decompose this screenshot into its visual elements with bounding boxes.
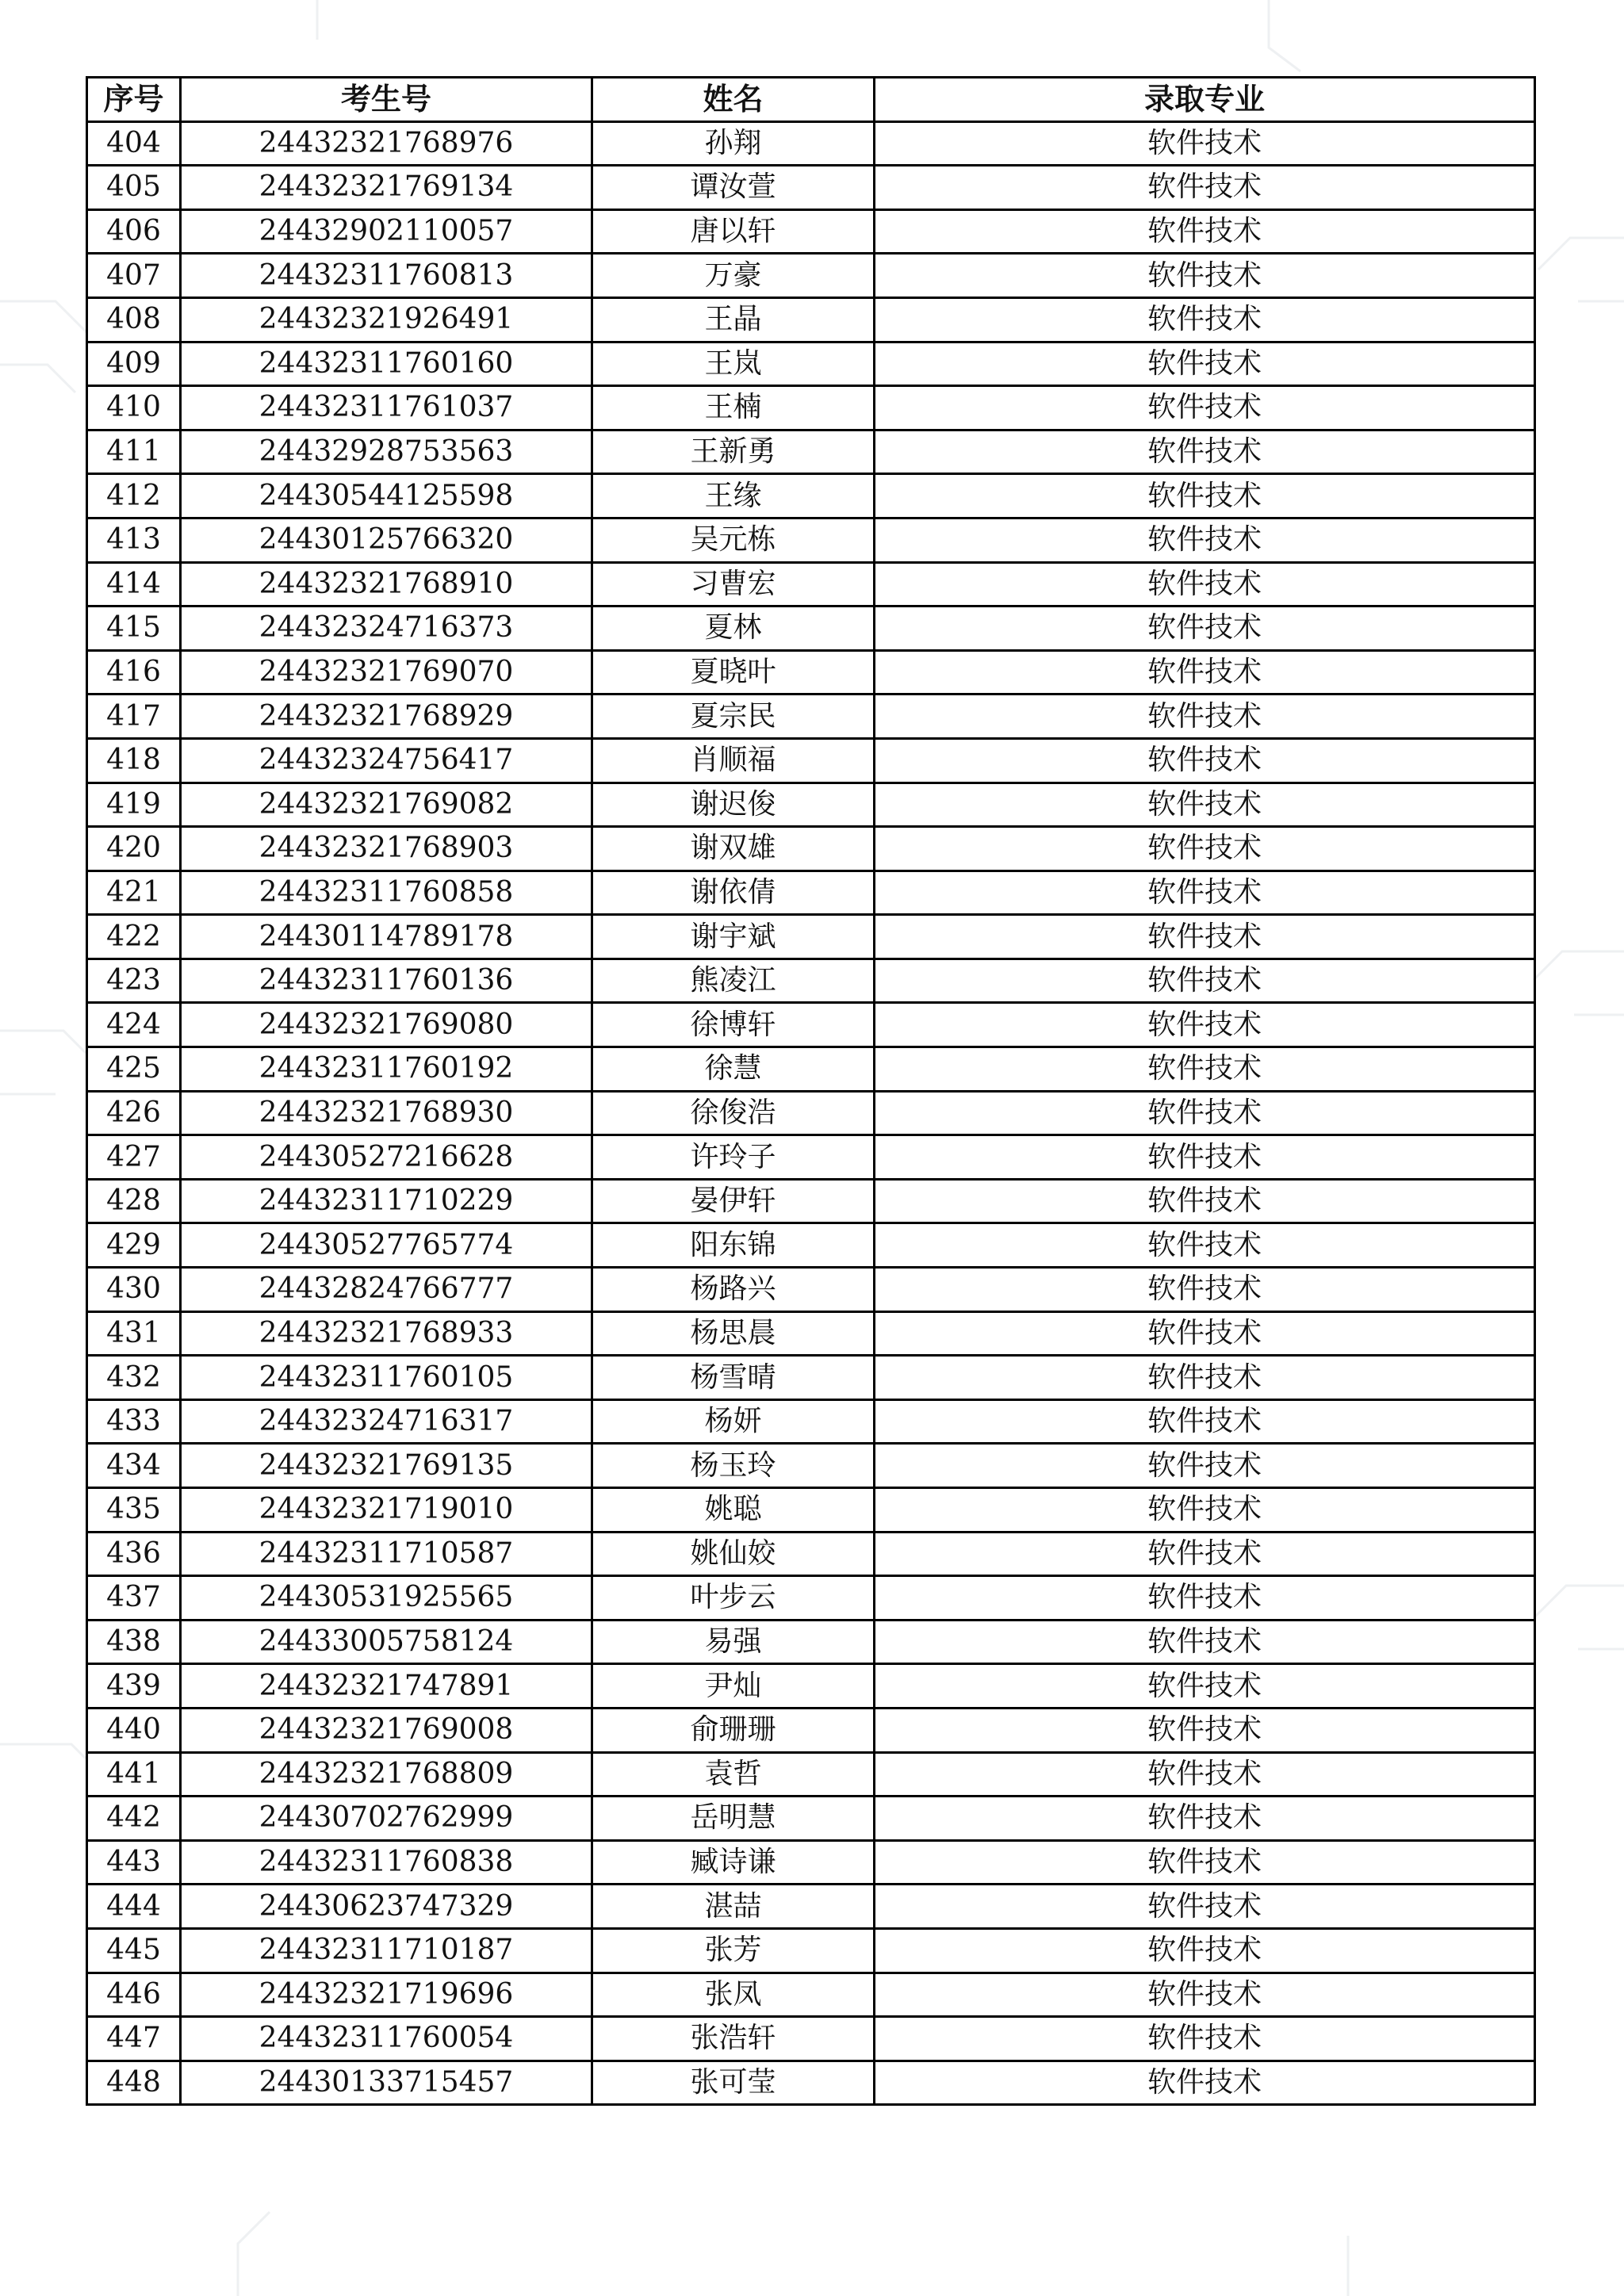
cell-index: 439 — [87, 1664, 181, 1709]
cell-major: 软件技术 — [875, 695, 1535, 739]
cell-major: 软件技术 — [875, 1488, 1535, 1533]
cell-major: 软件技术 — [875, 1223, 1535, 1268]
cell-major: 软件技术 — [875, 1003, 1535, 1047]
cell-exam-id: 24432321769008 — [181, 1708, 592, 1752]
cell-index: 440 — [87, 1708, 181, 1752]
cell-major: 软件技术 — [875, 738, 1535, 783]
cell-exam-id: 24432311760813 — [181, 254, 592, 298]
table-row — [87, 1135, 1535, 1180]
cell-exam-id: 24432324716317 — [181, 1399, 592, 1444]
cell-name: 唐以轩 — [592, 209, 875, 254]
cell-name: 张凤 — [592, 1973, 875, 2017]
cell-exam-id: 24432311760105 — [181, 1356, 592, 1400]
cell-exam-id: 24432311760136 — [181, 959, 592, 1003]
table-row — [87, 783, 1535, 827]
cell-major: 软件技术 — [875, 1047, 1535, 1092]
table-row — [87, 1885, 1535, 1929]
table-row — [87, 1223, 1535, 1268]
cell-index: 435 — [87, 1488, 181, 1533]
cell-exam-id: 24432321768976 — [181, 121, 592, 166]
cell-name: 孙翔 — [592, 121, 875, 166]
cell-major: 软件技术 — [875, 254, 1535, 298]
table-row — [87, 738, 1535, 783]
cell-exam-id: 24432902110057 — [181, 209, 592, 254]
table-header-row — [87, 78, 1535, 122]
cell-index: 448 — [87, 2061, 181, 2105]
cell-index: 443 — [87, 1840, 181, 1885]
cell-name: 吴元栋 — [592, 518, 875, 562]
cell-exam-id: 24432321719696 — [181, 1973, 592, 2017]
table-row — [87, 297, 1535, 342]
cell-major: 软件技术 — [875, 1708, 1535, 1752]
cell-name: 肖顺福 — [592, 738, 875, 783]
cell-name: 杨思晨 — [592, 1311, 875, 1356]
cell-major: 软件技术 — [875, 1444, 1535, 1488]
cell-name: 习曹宏 — [592, 562, 875, 607]
cell-major: 软件技术 — [875, 1356, 1535, 1400]
cell-name: 许玲子 — [592, 1135, 875, 1180]
table-row — [87, 1268, 1535, 1312]
cell-name: 晏伊轩 — [592, 1179, 875, 1223]
col-header-name: 姓名 — [592, 78, 875, 122]
cell-name: 杨妍 — [592, 1399, 875, 1444]
cell-name: 岳明慧 — [592, 1797, 875, 1841]
cell-index: 447 — [87, 2017, 181, 2061]
cell-index: 413 — [87, 518, 181, 562]
cell-major: 软件技术 — [875, 342, 1535, 386]
cell-exam-id: 24432324716373 — [181, 607, 592, 651]
table-row — [87, 518, 1535, 562]
cell-major: 软件技术 — [875, 1268, 1535, 1312]
cell-name: 徐俊浩 — [592, 1091, 875, 1135]
cell-exam-id: 24432928753563 — [181, 430, 592, 474]
cell-major: 软件技术 — [875, 607, 1535, 651]
table-row — [87, 1488, 1535, 1533]
cell-exam-id: 24430133715457 — [181, 2061, 592, 2105]
cell-exam-id: 24430531925565 — [181, 1576, 592, 1621]
table-row — [87, 1003, 1535, 1047]
table-row — [87, 254, 1535, 298]
cell-major: 软件技术 — [875, 1840, 1535, 1885]
cell-name: 谭汝萱 — [592, 166, 875, 210]
cell-exam-id: 24432311760054 — [181, 2017, 592, 2061]
cell-index: 418 — [87, 738, 181, 783]
cell-name: 王晶 — [592, 297, 875, 342]
cell-index: 431 — [87, 1311, 181, 1356]
cell-major: 软件技术 — [875, 474, 1535, 519]
cell-index: 446 — [87, 1973, 181, 2017]
cell-index: 429 — [87, 1223, 181, 1268]
cell-name: 夏林 — [592, 607, 875, 651]
cell-index: 442 — [87, 1797, 181, 1841]
cell-major: 软件技术 — [875, 1135, 1535, 1180]
cell-name: 张芳 — [592, 1928, 875, 1973]
table-row — [87, 1664, 1535, 1709]
table-row — [87, 1576, 1535, 1621]
cell-index: 436 — [87, 1532, 181, 1576]
cell-major: 软件技术 — [875, 1973, 1535, 2017]
cell-index: 445 — [87, 1928, 181, 1973]
cell-major: 软件技术 — [875, 518, 1535, 562]
cell-name: 湛喆 — [592, 1885, 875, 1929]
cell-index: 433 — [87, 1399, 181, 1444]
cell-name: 夏宗民 — [592, 695, 875, 739]
admission-table — [86, 76, 1536, 2106]
cell-exam-id: 24432321768809 — [181, 1752, 592, 1797]
cell-major: 软件技术 — [875, 1399, 1535, 1444]
table-row — [87, 209, 1535, 254]
cell-major: 软件技术 — [875, 959, 1535, 1003]
cell-name: 杨雪晴 — [592, 1356, 875, 1400]
cell-index: 415 — [87, 607, 181, 651]
cell-name: 张浩轩 — [592, 2017, 875, 2061]
cell-major: 软件技术 — [875, 1664, 1535, 1709]
cell-exam-id: 24432321769080 — [181, 1003, 592, 1047]
cell-major: 软件技术 — [875, 386, 1535, 430]
cell-major: 软件技术 — [875, 562, 1535, 607]
cell-exam-id: 24432321719010 — [181, 1488, 592, 1533]
cell-major: 软件技术 — [875, 2017, 1535, 2061]
cell-name: 王新勇 — [592, 430, 875, 474]
cell-index: 422 — [87, 915, 181, 959]
table-row — [87, 959, 1535, 1003]
cell-exam-id: 24432321747891 — [181, 1664, 592, 1709]
cell-exam-id: 24430623747329 — [181, 1885, 592, 1929]
cell-index: 426 — [87, 1091, 181, 1135]
cell-major: 软件技术 — [875, 1311, 1535, 1356]
cell-exam-id: 24432311760192 — [181, 1047, 592, 1092]
cell-index: 444 — [87, 1885, 181, 1929]
cell-exam-id: 24432311710229 — [181, 1179, 592, 1223]
cell-index: 416 — [87, 650, 181, 695]
cell-index: 407 — [87, 254, 181, 298]
cell-major: 软件技术 — [875, 1752, 1535, 1797]
cell-name: 谢宇斌 — [592, 915, 875, 959]
cell-exam-id: 24430125766320 — [181, 518, 592, 562]
cell-exam-id: 24433005758124 — [181, 1620, 592, 1664]
cell-major: 软件技术 — [875, 1179, 1535, 1223]
cell-major: 软件技术 — [875, 650, 1535, 695]
table-row — [87, 1532, 1535, 1576]
cell-exam-id: 24432311761037 — [181, 386, 592, 430]
cell-exam-id: 24432324756417 — [181, 738, 592, 783]
table-row — [87, 1179, 1535, 1223]
cell-name: 万豪 — [592, 254, 875, 298]
table-row — [87, 1708, 1535, 1752]
cell-major: 软件技术 — [875, 121, 1535, 166]
cell-exam-id: 24432824766777 — [181, 1268, 592, 1312]
table-row — [87, 1444, 1535, 1488]
table-row — [87, 1047, 1535, 1092]
cell-index: 412 — [87, 474, 181, 519]
table-row — [87, 827, 1535, 871]
cell-exam-id: 24432311710587 — [181, 1532, 592, 1576]
cell-exam-id: 24430702762999 — [181, 1797, 592, 1841]
cell-name: 杨路兴 — [592, 1268, 875, 1312]
table-row — [87, 1840, 1535, 1885]
cell-exam-id: 24432311710187 — [181, 1928, 592, 1973]
col-header-major: 录取专业 — [875, 78, 1535, 122]
cell-name: 叶步云 — [592, 1576, 875, 1621]
table-row — [87, 695, 1535, 739]
cell-major: 软件技术 — [875, 1091, 1535, 1135]
cell-name: 谢双雄 — [592, 827, 875, 871]
cell-exam-id: 24432321768910 — [181, 562, 592, 607]
table-row — [87, 2017, 1535, 2061]
cell-exam-id: 24430527216628 — [181, 1135, 592, 1180]
cell-exam-id: 24432321769135 — [181, 1444, 592, 1488]
table-row — [87, 562, 1535, 607]
table-row — [87, 1311, 1535, 1356]
cell-name: 王缘 — [592, 474, 875, 519]
table-row — [87, 1399, 1535, 1444]
cell-major: 软件技术 — [875, 827, 1535, 871]
cell-major: 软件技术 — [875, 1620, 1535, 1664]
cell-major: 软件技术 — [875, 1928, 1535, 1973]
cell-name: 臧诗谦 — [592, 1840, 875, 1885]
cell-exam-id: 24432321768929 — [181, 695, 592, 739]
cell-name: 姚聪 — [592, 1488, 875, 1533]
cell-name: 王岚 — [592, 342, 875, 386]
cell-index: 404 — [87, 121, 181, 166]
table-row — [87, 1797, 1535, 1841]
cell-index: 432 — [87, 1356, 181, 1400]
cell-index: 441 — [87, 1752, 181, 1797]
cell-exam-id: 24432321768903 — [181, 827, 592, 871]
cell-index: 414 — [87, 562, 181, 607]
cell-major: 软件技术 — [875, 166, 1535, 210]
cell-major: 软件技术 — [875, 1797, 1535, 1841]
cell-major: 软件技术 — [875, 2061, 1535, 2105]
cell-name: 姚仙姣 — [592, 1532, 875, 1576]
cell-index: 421 — [87, 871, 181, 915]
cell-index: 419 — [87, 783, 181, 827]
cell-index: 417 — [87, 695, 181, 739]
cell-exam-id: 24430114789178 — [181, 915, 592, 959]
cell-exam-id: 24430544125598 — [181, 474, 592, 519]
cell-major: 软件技术 — [875, 871, 1535, 915]
cell-name: 袁哲 — [592, 1752, 875, 1797]
cell-exam-id: 24432311760838 — [181, 1840, 592, 1885]
cell-name: 阳东锦 — [592, 1223, 875, 1268]
cell-exam-id: 24430527765774 — [181, 1223, 592, 1268]
cell-major: 软件技术 — [875, 1576, 1535, 1621]
table-row — [87, 871, 1535, 915]
cell-exam-id: 24432321769134 — [181, 166, 592, 210]
cell-exam-id: 24432321769070 — [181, 650, 592, 695]
cell-index: 427 — [87, 1135, 181, 1180]
table-row — [87, 342, 1535, 386]
admission-list — [86, 76, 1536, 2106]
table-row — [87, 1973, 1535, 2017]
table-row — [87, 607, 1535, 651]
cell-exam-id: 24432321926491 — [181, 297, 592, 342]
cell-exam-id: 24432321768930 — [181, 1091, 592, 1135]
cell-name: 夏晓叶 — [592, 650, 875, 695]
table-row — [87, 650, 1535, 695]
cell-index: 437 — [87, 1576, 181, 1621]
cell-major: 软件技术 — [875, 1885, 1535, 1929]
col-header-index: 序号 — [87, 78, 181, 122]
cell-index: 428 — [87, 1179, 181, 1223]
col-header-exam-id: 考生号 — [181, 78, 592, 122]
cell-major: 软件技术 — [875, 1532, 1535, 1576]
table-row — [87, 1091, 1535, 1135]
cell-index: 438 — [87, 1620, 181, 1664]
cell-major: 软件技术 — [875, 915, 1535, 959]
cell-name: 尹灿 — [592, 1664, 875, 1709]
cell-index: 425 — [87, 1047, 181, 1092]
cell-index: 410 — [87, 386, 181, 430]
table-row — [87, 430, 1535, 474]
table-row — [87, 2061, 1535, 2105]
cell-name: 徐博轩 — [592, 1003, 875, 1047]
cell-index: 420 — [87, 827, 181, 871]
cell-index: 408 — [87, 297, 181, 342]
cell-name: 俞珊珊 — [592, 1708, 875, 1752]
cell-major: 软件技术 — [875, 783, 1535, 827]
cell-name: 杨玉玲 — [592, 1444, 875, 1488]
cell-major: 软件技术 — [875, 297, 1535, 342]
cell-exam-id: 24432311760858 — [181, 871, 592, 915]
table-row — [87, 166, 1535, 210]
cell-name: 谢依倩 — [592, 871, 875, 915]
cell-name: 王楠 — [592, 386, 875, 430]
cell-exam-id: 24432311760160 — [181, 342, 592, 386]
table-row — [87, 386, 1535, 430]
cell-index: 424 — [87, 1003, 181, 1047]
cell-index: 405 — [87, 166, 181, 210]
cell-name: 易强 — [592, 1620, 875, 1664]
cell-exam-id: 24432321769082 — [181, 783, 592, 827]
cell-index: 423 — [87, 959, 181, 1003]
cell-name: 张可莹 — [592, 2061, 875, 2105]
cell-exam-id: 24432321768933 — [181, 1311, 592, 1356]
cell-index: 411 — [87, 430, 181, 474]
cell-index: 406 — [87, 209, 181, 254]
cell-index: 434 — [87, 1444, 181, 1488]
cell-name: 谢迟俊 — [592, 783, 875, 827]
table-row — [87, 474, 1535, 519]
table-row — [87, 915, 1535, 959]
cell-index: 430 — [87, 1268, 181, 1312]
table-row — [87, 121, 1535, 166]
cell-major: 软件技术 — [875, 209, 1535, 254]
cell-index: 409 — [87, 342, 181, 386]
table-row — [87, 1620, 1535, 1664]
table-row — [87, 1928, 1535, 1973]
cell-name: 徐慧 — [592, 1047, 875, 1092]
table-row — [87, 1356, 1535, 1400]
cell-major: 软件技术 — [875, 430, 1535, 474]
table-row — [87, 1752, 1535, 1797]
cell-name: 熊凌江 — [592, 959, 875, 1003]
